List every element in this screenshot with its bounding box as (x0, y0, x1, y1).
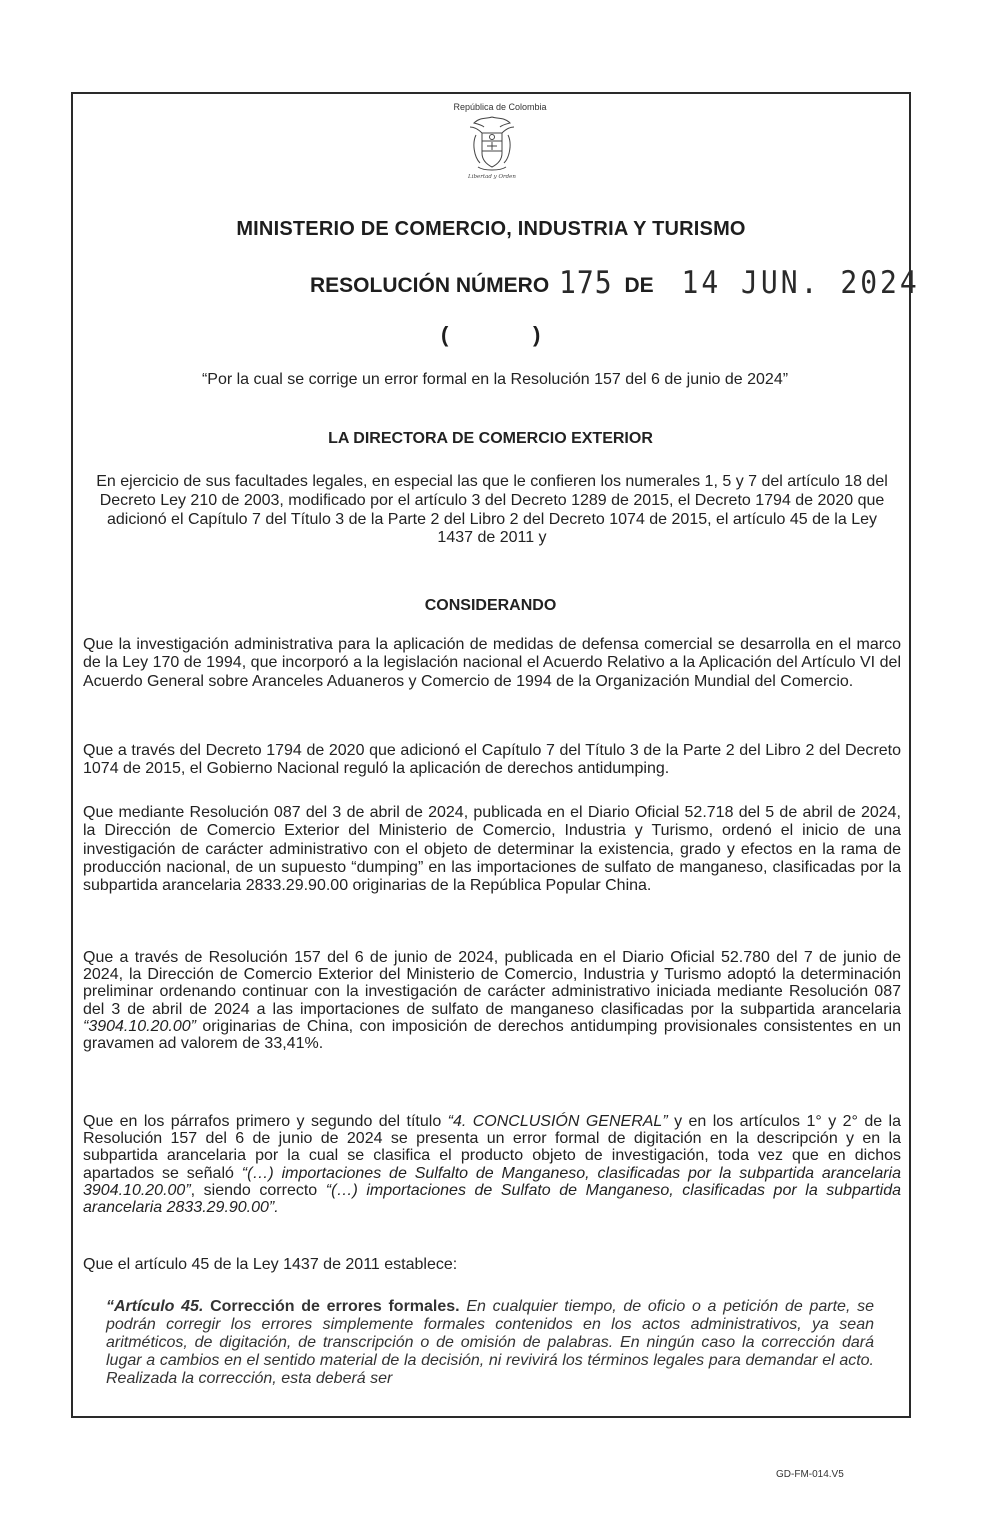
paragraph-4-code: “3904.10.20.00” (83, 1017, 196, 1035)
authority-title: LA DIRECTORA DE COMERCIO EXTERIOR (328, 430, 653, 447)
paragraph-5-text: Que en los párrafos primero y segundo del título (83, 1113, 448, 1130)
paragraph-5-text-join: , siendo correcto (190, 1181, 326, 1199)
form-code: GD-FM-014.V5 (776, 1469, 844, 1480)
paragraph-4-text: Que a través de Resolución 157 del 6 de junio de 2024, publicada en el Diario Oficial 52.780 del 7 de junio de 2024, la Dirección de Comercio Exterior del Ministerio de Comercio, Industria y Turismo adoptó la determinación preliminar ordenando continuar con la investigación de carácter administrativo iniciada mediante Resolución 087 del 3 de abril de 2024 a las importaciones de sulfato de manganeso clasificadas por la subpartida arancelaria (83, 949, 901, 1018)
quote-heading: Corrección de errores formales. (203, 1298, 460, 1315)
paren-open: ( (441, 322, 449, 347)
considerando-paragraph-5 (83, 1113, 901, 1216)
de-label: DE (624, 274, 654, 297)
quote-body: En cualquier tiempo, de oficio o a petición de parte, se podrán corregir los errores simplemente formales contenidos en los actos administrativos, ya sean aritméticos, de digitación, de transcripción o de omisión de palabras. En ningún caso la corrección dará lugar a cambios en el sentido material de la decisión, ni revivirá los términos legales para demandar el acto. Realizada la corrección, esta deberá ser (106, 1298, 874, 1387)
paragraph-5-correct-quote: “(…) importaciones de Sulfato de Manganeso, clasificadas por la subpartida arancelaria 2833.29.90.00”. (83, 1181, 902, 1217)
svg-text:Libertad y Orden: Libertad y Orden (468, 174, 516, 180)
paren-close: ) (533, 322, 541, 347)
resolution-label: RESOLUCIÓN NÚMERO (310, 274, 550, 297)
paragraph-5-title-ref: “4. CONCLUSIÓN GENERAL” (447, 1113, 668, 1130)
resolution-line (310, 266, 920, 299)
considerando-paragraph-6: Que el artículo 45 de la Ley 1437 de 2011 establece: (83, 1256, 458, 1273)
considerando-paragraph-2: Que a través del Decreto 1794 de 2020 que adicionó el Capítulo 7 del Título 3 de la Parte 2 del Libro 2 del Decreto 1074 de 2015, el Gobierno Nacional reguló la aplicación de derechos antidumping. (83, 742, 901, 778)
authority-powers: En ejercicio de sus facultades legales, en especial las que le confieren los numerales 1, 5 y 7 del artículo 18 del Decreto Ley 210 de 2003, modificado por el artículo 3 del Decreto 1289 de 2015, el Decreto 1794 de 2020 que adicionó el Capítulo 7 del Título 3 de la Parte 2 del Libro 2 del Decreto 1074 de 2015, el artículo 45 de la Ley 1437 de 2011 y (96, 473, 888, 547)
article-45-quote (106, 1298, 874, 1388)
considerando-title: CONSIDERANDO (424, 597, 557, 614)
paragraph-4-text-end: originarias de China, con imposición de derechos antidumping provisionales consistentes en un gravamen ad valorem de 33,41%. (83, 1017, 901, 1053)
ministry-title: MINISTERIO DE COMERCIO, INDUSTRIA Y TURISMO (236, 218, 746, 240)
paragraph-5-wrong-quote: “(…) importaciones de Sulfalto de Manganeso, clasificadas por la subpartida arancelaria 3904.10.20.00” (83, 1164, 902, 1199)
coat-of-arms-icon (462, 113, 522, 181)
resolution-date: 14 JUN. 2024 (681, 264, 920, 301)
considerando-paragraph-4 (83, 949, 901, 1052)
considerando-paragraph-3: Que mediante Resolución 087 del 3 de abril de 2024, publicada en el Diario Oficial 52.718 del 5 de abril de 2024, la Dirección de Comercio Exterior del Ministerio de Comercio, Industria y Turismo, ordenó el inicio de una investigación de carácter administrativo con el objeto de determinar la existencia, grado y efectos en la rama de producción nacional, de un supuesto “dumping” en las importaciones de sulfato de manganeso, clasificadas por la subpartida arancelaria 2833.29.90.00 originarias de la República Popular China. (83, 804, 901, 895)
republic-label: República de Colombia (453, 102, 547, 112)
resolution-subject: “Por la cual se corrige un error formal en la Resolución 157 del 6 de junio de 2024” (201, 371, 789, 388)
resolution-number: 175 (559, 264, 613, 301)
considerando-paragraph-1: Que la investigación administrativa para la aplicación de medidas de defensa comercial se desarrolla en el marco de la Ley 170 de 1994, que incorporó a la legislación nacional el Acuerdo Relativo a la Aplicación del Artículo VI del Acuerdo General sobre Aranceles Aduaneros y Comercio de 1994 de la Organización Mundial del Comercio. (83, 636, 901, 690)
quote-article-label: “Artículo 45. (106, 1298, 204, 1315)
paragraph-5-text-mid: y en los artículos 1° y 2° de la Resolución 157 del 6 de junio de 2024 se presenta un error formal de digitación en la descripción y en la subpartida arancelaria por la cual se clasifica el producto objeto de investigación, toda vez que en dichos apartados se señaló (83, 1113, 902, 1182)
